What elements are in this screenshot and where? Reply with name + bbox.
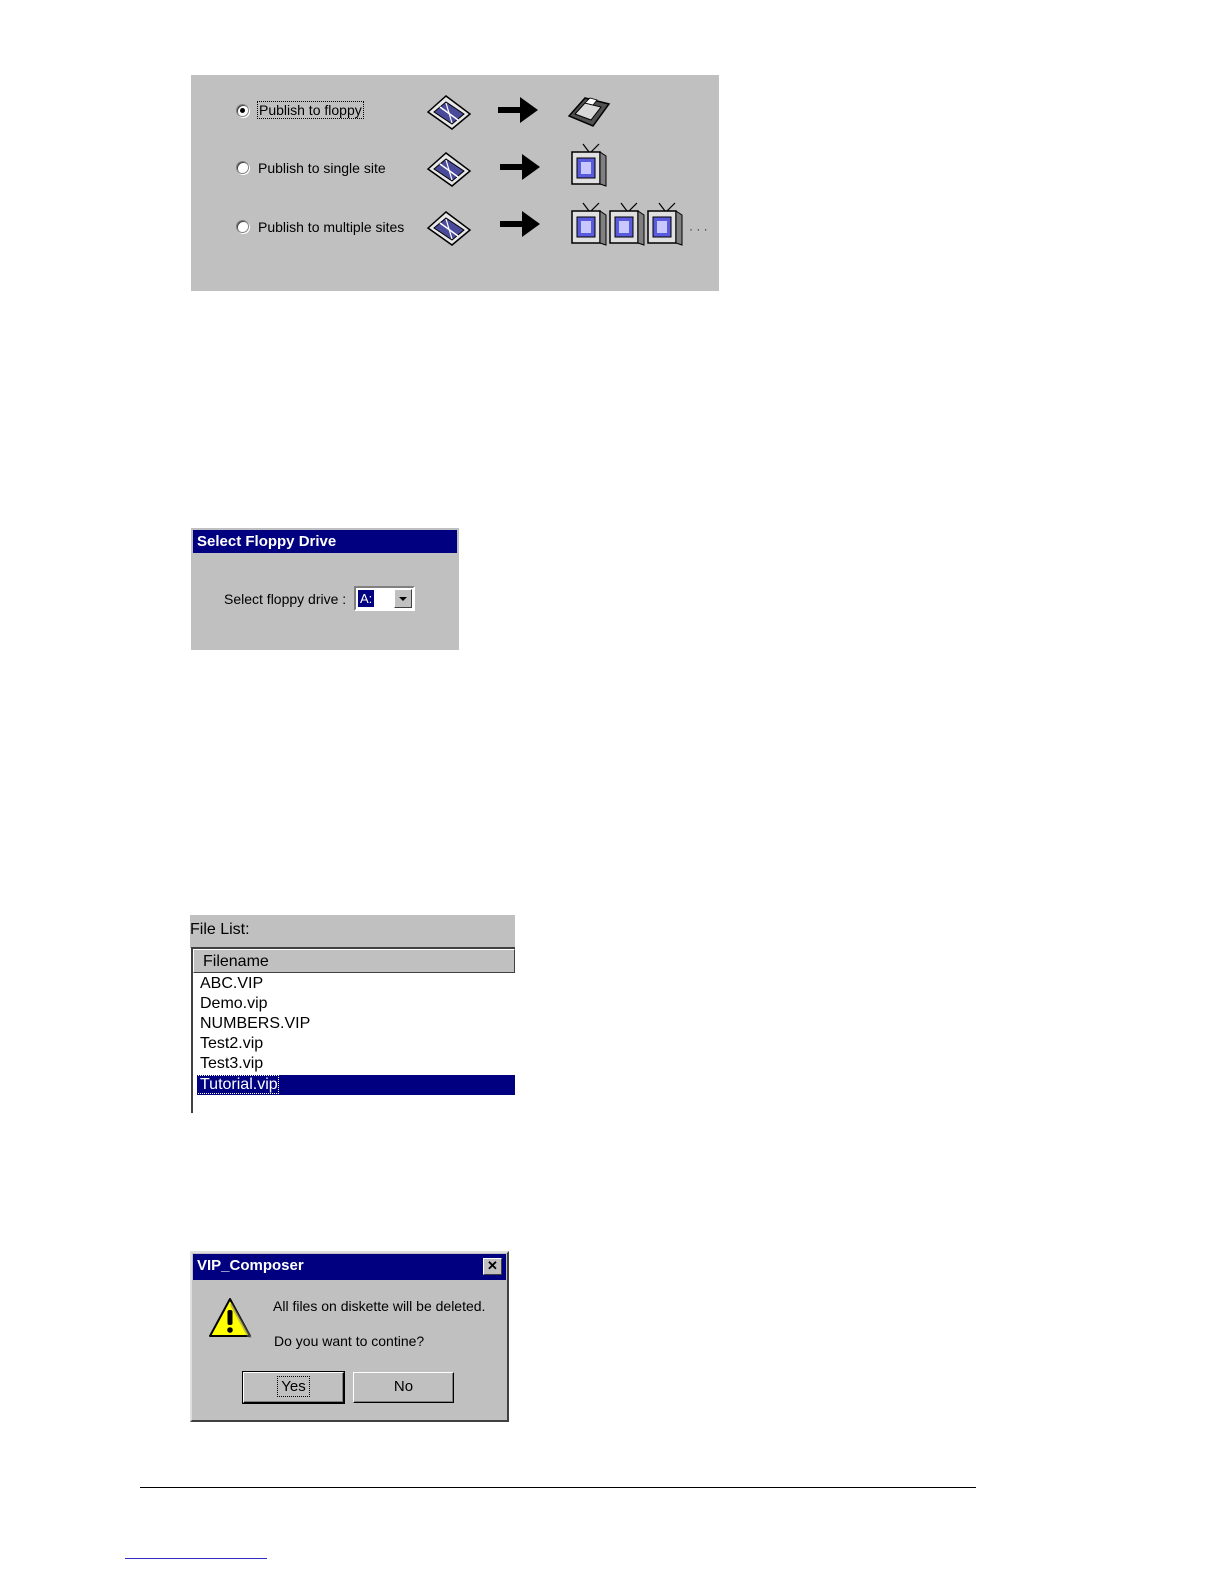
chevron-down-icon[interactable] <box>394 589 412 608</box>
select-floppy-drive-dialog <box>191 528 459 650</box>
radio-publish-multiple-sites[interactable] <box>236 220 249 233</box>
warning-icon <box>208 1297 252 1339</box>
publish-options-panel <box>191 75 719 291</box>
arrow-right-icon <box>498 209 542 239</box>
file-list-label: File List: <box>190 921 250 938</box>
yes-button[interactable]: Yes <box>243 1372 344 1403</box>
vip-composer-dialog <box>190 1251 509 1422</box>
file-list-panel <box>190 915 515 948</box>
dialog-titlebar <box>193 1254 506 1280</box>
site-icon <box>607 201 647 247</box>
arrow-right-icon <box>496 95 540 125</box>
list-item[interactable]: Demo.vip <box>200 995 268 1012</box>
close-icon[interactable]: ✕ <box>483 1258 502 1275</box>
site-icon <box>569 201 609 247</box>
footer-link-underline[interactable] <box>125 1558 267 1559</box>
dialog-titlebar <box>193 530 457 553</box>
project-icon <box>426 210 472 246</box>
floppy-disk-icon <box>567 94 611 128</box>
dialog-title: Select Floppy Drive <box>197 533 337 550</box>
floppy-drive-value: A: <box>360 591 373 606</box>
list-item-selected[interactable]: Tutorial.vip <box>197 1075 515 1095</box>
floppy-drive-label: Select floppy drive : <box>224 591 347 607</box>
list-item[interactable]: Test3.vip <box>200 1055 264 1072</box>
footer-divider <box>140 1487 976 1488</box>
no-button[interactable]: No <box>353 1372 454 1403</box>
project-icon <box>426 94 472 130</box>
file-list[interactable] <box>191 947 515 1113</box>
publish-floppy-label[interactable]: Publish to floppy <box>259 102 362 118</box>
publish-single-site-label[interactable]: Publish to single site <box>258 160 386 176</box>
floppy-drive-select[interactable] <box>354 586 415 611</box>
column-header-filename[interactable] <box>193 949 515 973</box>
publish-multiple-sites-label[interactable]: Publish to multiple sites <box>258 219 405 235</box>
site-icon <box>569 142 609 188</box>
arrow-right-icon <box>498 152 542 182</box>
site-icon <box>645 201 685 247</box>
dialog-message-line2: Do you want to contine? <box>274 1333 425 1349</box>
dialog-title: VIP_Composer <box>197 1257 304 1274</box>
column-header-label: Filename <box>203 953 269 970</box>
list-item[interactable]: ABC.VIP <box>200 975 264 992</box>
list-item[interactable]: NUMBERS.VIP <box>200 1015 311 1032</box>
radio-publish-floppy[interactable] <box>236 104 249 117</box>
dialog-message-line1: All files on diskette will be deleted. <box>273 1298 486 1314</box>
project-icon <box>426 151 472 187</box>
radio-publish-single-site[interactable] <box>236 161 249 174</box>
more-sites-ellipsis: · · · <box>689 222 708 236</box>
list-item[interactable]: Test2.vip <box>200 1035 264 1052</box>
